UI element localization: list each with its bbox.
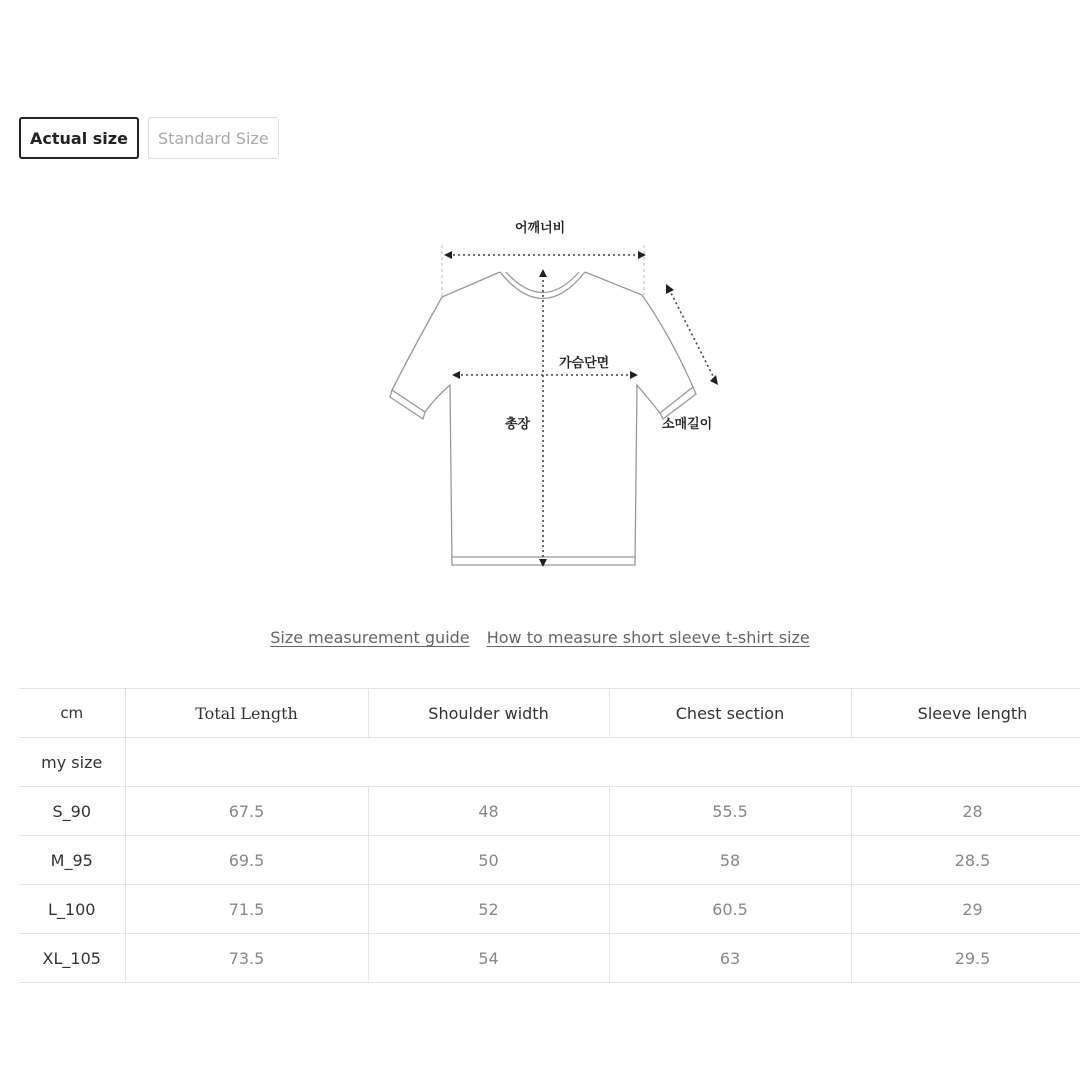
my-size-label: my size (19, 738, 125, 787)
table-cell: 29.5 (851, 934, 1080, 983)
table-cell: 29 (851, 885, 1080, 934)
tshirt-measurement-diagram (380, 205, 740, 580)
label-chest: 가슴단면 (559, 356, 610, 371)
table-header-row (19, 689, 1080, 738)
table-row (19, 836, 1080, 885)
size-tabs (19, 117, 279, 159)
guide-links (0, 628, 1080, 647)
table-cell: 58 (609, 836, 851, 885)
tshirt-outline-icon (380, 205, 740, 580)
table-cell: 69.5 (125, 836, 368, 885)
size-table (19, 688, 1080, 983)
size-label: L_100 (19, 885, 125, 934)
table-cell: 60.5 (609, 885, 851, 934)
table-cell: 67.5 (125, 787, 368, 836)
label-shoulder: 어깨너비 (515, 221, 566, 236)
table-cell: 28 (851, 787, 1080, 836)
column-header: Shoulder width (368, 689, 609, 738)
label-sleeve: 소매길이 (662, 417, 713, 432)
label-total-length: 총장 (505, 417, 531, 432)
table-cell: 52 (368, 885, 609, 934)
size-label: S_90 (19, 787, 125, 836)
table-cell: 50 (368, 836, 609, 885)
table-cell: 73.5 (125, 934, 368, 983)
my-size-row (19, 738, 1080, 787)
table-cell: 54 (368, 934, 609, 983)
table-row (19, 885, 1080, 934)
column-header: Sleeve length (851, 689, 1080, 738)
table-border-gap (935, 986, 1005, 990)
size-measurement-guide-link[interactable]: Size measurement guide (270, 628, 470, 647)
table-cell: 48 (368, 787, 609, 836)
table-cell: 63 (609, 934, 851, 983)
how-to-measure-link[interactable]: How to measure short sleeve t-shirt size (486, 628, 810, 647)
column-header: Chest section (609, 689, 851, 738)
tab-actual-size[interactable]: Actual size (19, 117, 139, 159)
table-row (19, 787, 1080, 836)
size-label: XL_105 (19, 934, 125, 983)
table-cell: 71.5 (125, 885, 368, 934)
tab-standard-size[interactable]: Standard Size (148, 117, 279, 159)
column-header: Total Length (125, 689, 368, 738)
size-label: M_95 (19, 836, 125, 885)
my-size-cell (125, 738, 1080, 787)
unit-header: cm (19, 689, 125, 738)
table-row (19, 934, 1080, 983)
table-cell: 55.5 (609, 787, 851, 836)
table-cell: 28.5 (851, 836, 1080, 885)
